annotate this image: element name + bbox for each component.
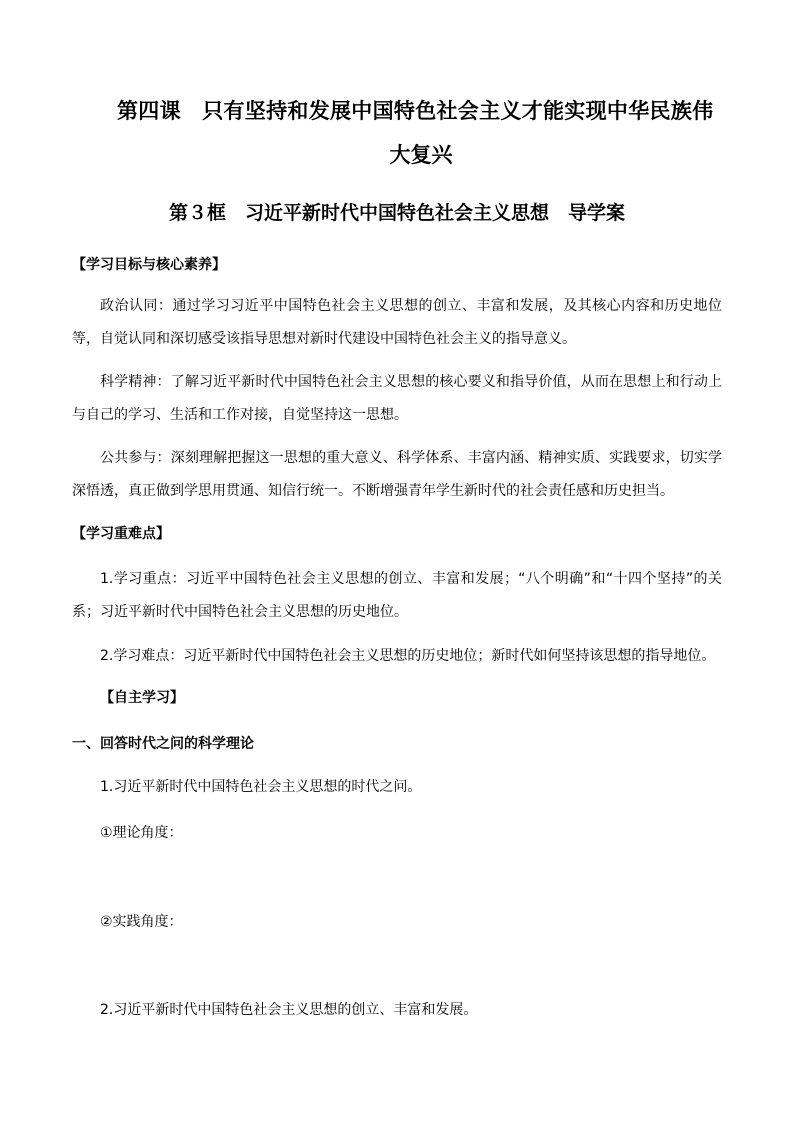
- goal-paragraph-political: 政治认同：通过学习习近平中国特色社会主义思想的创立、丰富和发展，及其核心内容和历史地位等，自觉认同和深切感受该指导思想对新时代建设中国特色社会主义的指导意义。: [72, 298, 722, 347]
- question-item-1: 1.习近平新时代中国特色社会主义思想的时代之问。: [100, 779, 422, 795]
- difficulty-paragraph: 2.学习难点：习近平新时代中国特色社会主义思想的历史地位；新时代如何坚持该思想的指导地位。: [100, 648, 716, 664]
- section-heading-key-points: 【学习重难点】: [72, 526, 170, 542]
- theory-angle-label: ①理论角度：: [100, 825, 183, 841]
- page-title: 第四课 只有坚持和发展中国特色社会主义才能实现中华民族伟: [117, 98, 714, 123]
- key-point-paragraph: 1.学习重点：习近平中国特色社会主义思想的创立、丰富和发展；“八个明确”和“十四个坚持”的关系；习近平新时代中国特色社会主义思想的历史地位。: [72, 571, 722, 620]
- question-item-2: 2.习近平新时代中国特色社会主义思想的创立、丰富和发展。: [100, 1002, 478, 1018]
- page-title-continued: 大复兴: [389, 142, 453, 167]
- goal-paragraph-participation: 公共参与：深刻理解把握这一思想的重大意义、科学体系、丰富内涵、精神实质、实践要求，切实学深悟透，真正做到学思用贯通、知信行统一。不断增强青年学生新时代的社会责任感和历史担当。: [72, 450, 722, 499]
- goal-paragraph-scientific: 科学精神：了解习近平新时代中国特色社会主义思想的核心要义和指导价值，从而在思想上和行动上与自己的学习、生活和工作对接，自觉坚持这一思想。: [72, 374, 722, 423]
- section-heading-goals: 【学习目标与核心素养】: [72, 257, 226, 273]
- section-heading-self-study: 【自主学习】: [100, 690, 184, 706]
- lesson-subtitle: 第３框 习近平新时代中国特色社会主义思想 导学案: [168, 202, 625, 224]
- practice-angle-label: ②实践角度：: [100, 914, 183, 930]
- part-one-heading: 一、回答时代之问的科学理论: [72, 736, 254, 752]
